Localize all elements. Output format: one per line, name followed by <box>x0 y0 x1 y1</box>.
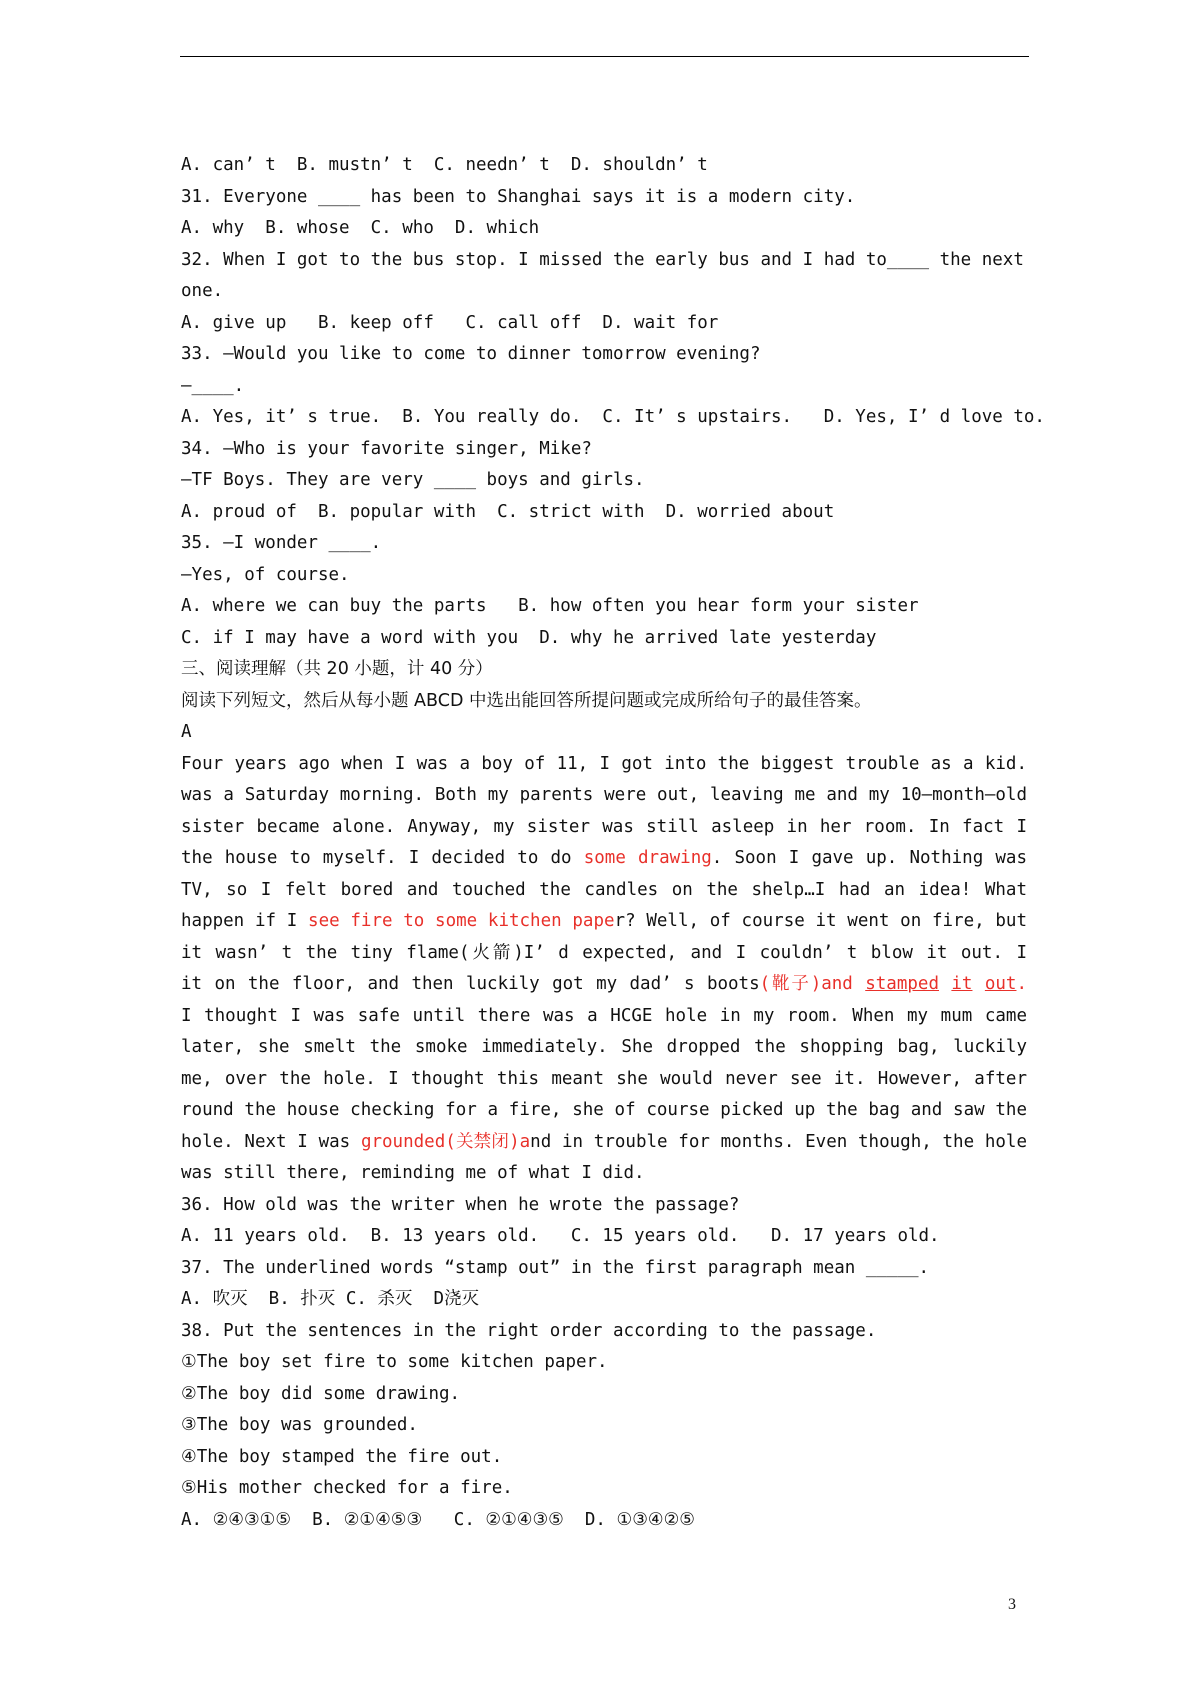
passage-line <box>181 843 1027 875</box>
q38-options: A. ②④③①⑤ B. ②①④⑤③ C. ②①④③⑤ D. ①③④②⑤ <box>181 1509 695 1530</box>
highlight-grounded: grounded(关禁闭)a <box>360 1131 531 1152</box>
q33-stem: 33. —Would you like to come to dinner tomorrow evening? <box>181 344 761 364</box>
q33-reply: —____. <box>181 375 245 396</box>
q32-options: A. give up B. keep off C. call off D. wait for <box>181 312 719 333</box>
passage-text: happen if I <box>181 911 298 931</box>
passage-line: round the house checking for a fire, she of course picked up the bag and saw the <box>181 1100 1027 1120</box>
passage-text: the house to myself. I decided to do <box>181 848 572 868</box>
highlight-boots: (靴子)and <box>759 974 853 994</box>
passage-line: it on the floor, and then luckily got my dad’ s boots(靴子)and stamped it out. <box>181 974 1027 994</box>
q35-options-line2: C. if I may have a word with you D. why he arrived late yesterday <box>181 627 877 648</box>
passage-line: sister became alone. Anyway, my sister was still asleep in her room. In fact I <box>181 816 1027 837</box>
passage-line: I thought I was safe until there was a HCGE hole in my room. When my mum came <box>181 1005 1027 1026</box>
passage-text: . Soon I gave up. Nothing was <box>711 848 1027 868</box>
passage-line: it wasn’ t the tiny flame(火箭)I’ d expected, and I couldn’ t blow it out. I <box>181 942 1027 963</box>
passage-text: r? Well, of course it went on fire, but <box>614 911 1027 931</box>
passage-line: later, she smelt the smoke immediately. She dropped the shopping bag, luckily <box>181 1037 1027 1057</box>
q38-item: ①The boy set fire to some kitchen paper. <box>181 1352 608 1372</box>
q38-item: ④The boy stamped the fire out. <box>181 1446 503 1467</box>
header-rule <box>180 56 1029 57</box>
passage-line: Four years ago when I was a boy of 11, I got into the biggest trouble as a kid. <box>181 753 1027 774</box>
underlined-out: out <box>984 974 1017 994</box>
passage-text: nd in trouble for months. Even though, the hole <box>530 1131 1027 1152</box>
page-number: 3 <box>1008 1596 1016 1613</box>
section-heading: 三、阅读理解（共 20 小题，计 40 分） <box>181 659 493 679</box>
q32-stem-line2: one. <box>181 281 224 301</box>
passage-line: was a Saturday morning. Both my parents were out, leaving me and my 10—month—old <box>181 785 1027 805</box>
q35-reply: —Yes, of course. <box>181 564 350 585</box>
underlined-stamped: stamped <box>865 974 939 994</box>
q34-options: A. proud of B. popular with C. strict with D. worried about <box>181 501 835 522</box>
q34-reply: —TF Boys. They are very ____ boys and girls. <box>181 470 645 490</box>
q34-stem: 34. —Who is your favorite singer, Mike? <box>181 438 592 459</box>
q31-options: A. why B. whose C. who D. which <box>181 218 540 238</box>
q38-item: ③The boy was grounded. <box>181 1415 418 1435</box>
passage-line: was still there, reminding me of what I did. <box>181 1163 645 1183</box>
passage-line <box>181 906 1027 938</box>
q36-options: A. 11 years old. B. 13 years old. C. 15 years old. D. 17 years old. <box>181 1226 940 1246</box>
q38-item: ⑤His mother checked for a fire. <box>181 1478 513 1498</box>
section-instruction: 阅读下列短文，然后从每小题 ABCD 中选出能回答所提问题或完成所给句子的最佳答案。 <box>181 690 872 711</box>
passage-a <box>181 749 1027 1190</box>
q31-stem: 31. Everyone ____ has been to Shanghai says it is a modern city. <box>181 186 856 207</box>
page-content <box>181 150 1045 1536</box>
highlight-see-fire: see fire to some kitchen pape <box>308 911 615 931</box>
q30-options: A. can’ t B. mustn’ t C. needn’ t D. shouldn’ t <box>181 155 708 175</box>
passage-line: me, over the hole. I thought this meant she would never see it. However, after <box>181 1068 1027 1089</box>
q38-item: ②The boy did some drawing. <box>181 1383 461 1404</box>
passage-line: TV, so I felt bored and touched the candles on the shelp…I had an idea! What <box>181 879 1027 900</box>
passage-line <box>181 1127 1027 1159</box>
q37-stem: 37. The underlined words “stamp out” in the first paragraph mean _____. <box>181 1257 930 1278</box>
q33-options: A. Yes, it’ s true. B. You really do. C. It’ s upstairs. D. Yes, I’ d love to. <box>181 407 1045 427</box>
q32-stem-line1: 32. When I got to the bus stop. I missed the early bus and I had to____ the next <box>181 249 1024 270</box>
highlight-some-drawing: some drawing <box>583 848 712 868</box>
q36-stem: 36. How old was the writer when he wrote the passage? <box>181 1194 740 1215</box>
q37-options: A. 吹灭 B. 扑灭 C. 杀灭 D浇灭 <box>181 1289 480 1309</box>
q38-stem: 38. Put the sentences in the right order according to the passage. <box>181 1320 877 1341</box>
q35-options-line1: A. where we can buy the parts B. how often you hear form your sister <box>181 596 919 616</box>
q35-stem: 35. —I wonder ____. <box>181 533 382 553</box>
passage-text: hole. Next I was <box>181 1131 351 1152</box>
underlined-it: it <box>951 974 973 994</box>
passage-text: it on the floor, and then luckily got my dad’ s boots <box>181 974 760 994</box>
passage-label: A <box>181 722 192 742</box>
